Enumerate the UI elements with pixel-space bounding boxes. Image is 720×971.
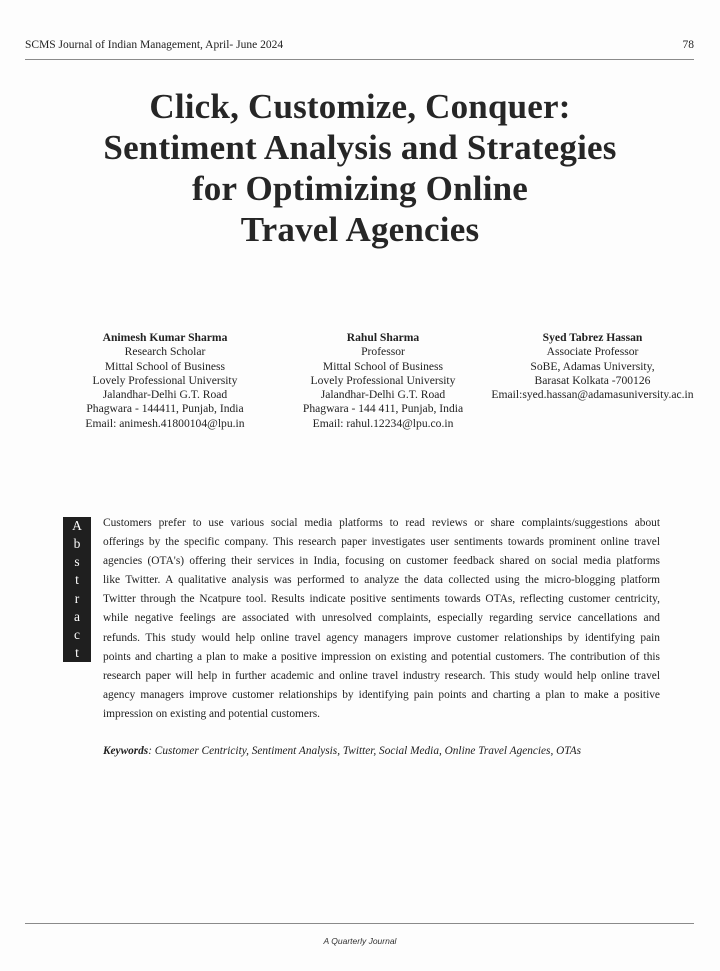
abstract-label-letter: r xyxy=(74,590,80,606)
abstract-label-letter: t xyxy=(75,644,79,660)
abstract-line: impression on existing and potential customers. xyxy=(103,707,321,720)
abstract-label-letter: b xyxy=(73,536,81,552)
author-designation: Professor xyxy=(361,345,405,359)
author-block xyxy=(40,331,290,431)
abstract-line: like Twitter. A qualitative analysis was performed to analyze the data collected using the micro-blogging platform xyxy=(103,574,660,587)
page-number: 78 xyxy=(682,39,694,51)
author-affiliation: Mittal School of Business xyxy=(104,359,226,373)
author-name: Rahul Sharma xyxy=(346,331,420,344)
abstract-label-letter: A xyxy=(72,518,82,533)
author-address: Jalandhar-Delhi G.T. Road xyxy=(320,388,446,402)
keywords xyxy=(103,745,581,757)
author-block xyxy=(470,331,715,402)
title-line: Sentiment Analysis and Strategies xyxy=(103,128,617,167)
abstract-line: agencies (OTA's) offering their services in India, focusing on customer feedback shared on social media platforms xyxy=(103,555,660,568)
title-line: Click, Customize, Conquer: xyxy=(149,87,571,126)
author-name: Animesh Kumar Sharma xyxy=(102,331,228,344)
author-affiliation: Lovely Professional University xyxy=(92,373,238,387)
footer-divider xyxy=(25,923,694,924)
header-divider xyxy=(25,59,694,60)
abstract-label-letter: t xyxy=(75,572,79,588)
abstract-line: research paper will help in further academic and online travel industry research. This study would help online travel xyxy=(103,669,660,682)
author-affiliation: SoBE, Adamas University, xyxy=(530,359,655,373)
abstract-line: refunds. This study would help online travel agency managers improve customer relationships by identifying pain xyxy=(103,631,660,644)
author-address: Barasat Kolkata -700126 xyxy=(534,373,651,387)
abstract-line: while negative feelings are associated with unresolved complaints, especially regarding service cancellations and xyxy=(103,612,660,625)
author-address: Phagwara - 144 411, Punjab, India xyxy=(302,402,464,416)
abstract-line: Customers prefer to use various social media platforms to read reviews or share complaints/suggestions about xyxy=(103,517,660,529)
running-header: SCMS Journal of Indian Management, April- June 2024 xyxy=(25,39,284,51)
keywords-list: : Customer Centricity, Sentiment Analysis, Twitter, Social Media, Online Travel Agencies, OTAs xyxy=(148,745,582,757)
author-address: Phagwara - 144411, Punjab, India xyxy=(86,402,244,416)
author-affiliation: Mittal School of Business xyxy=(322,359,444,373)
abstract-label-letter: c xyxy=(74,626,80,642)
abstract-body xyxy=(103,514,660,724)
author-email: Email: rahul.12234@lpu.co.in xyxy=(312,416,454,430)
abstract-label-letter: s xyxy=(74,554,80,570)
abstract-line: agency managers improve customer relationships by identifying pain points and charting a plan to make a positive xyxy=(103,688,660,701)
author-address: Jalandhar-Delhi G.T. Road xyxy=(102,388,228,402)
title-line: Travel Agencies xyxy=(240,210,480,249)
author-name: Syed Tabrez Hassan xyxy=(542,331,643,344)
author-designation: Research Scholar xyxy=(124,345,206,359)
abstract-label xyxy=(63,517,91,662)
paper-title xyxy=(40,86,680,250)
abstract-line: points and charting a plan to make a positive impression on existing and potential customers. The contribution of this xyxy=(103,650,660,663)
author-email: Email:syed.hassan@adamasuniversity.ac.in xyxy=(491,388,694,402)
abstract-line: offerings by the specific company. This research paper investigates user sentiments towards prominent online travel xyxy=(103,536,660,549)
title-line: for Optimizing Online xyxy=(191,169,529,208)
abstract-line: Twitter through the Ncatpure tool. Results indicate positive sentiments towards OTAs, reflecting customer centricity, xyxy=(103,593,660,606)
author-designation: Associate Professor xyxy=(546,345,639,359)
author-email: Email: animesh.41800104@lpu.in xyxy=(85,416,245,430)
abstract-label-letter: a xyxy=(74,608,80,624)
author-affiliation: Lovely Professional University xyxy=(310,373,456,387)
footer-text: A Quarterly Journal xyxy=(323,936,397,946)
keywords-label: Keywords xyxy=(103,745,149,757)
